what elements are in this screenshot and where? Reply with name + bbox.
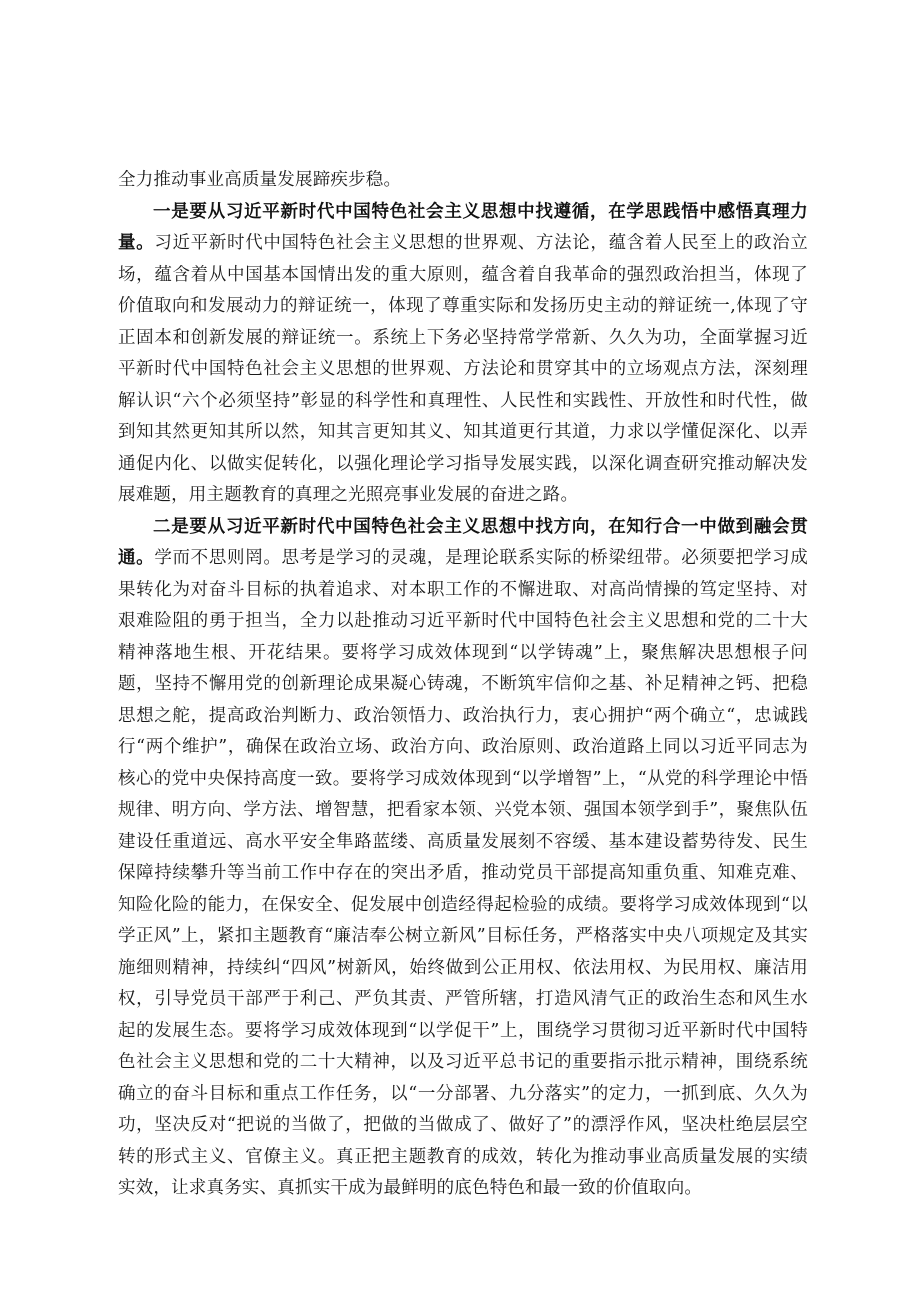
paragraph-point-two [118, 512, 808, 1205]
paragraph-text: 学而不思则罔。思考是学习的灵魂，是理论联系实际的桥梁纽带。必须要把学习成果转化为对奋斗目标的执着追求、对本职工作的不懈进取、对高尚情操的笃定坚持、对艰难险阻的勇于担当，全力以赴推动习近平新时代中国特色社会主义思想和党的二十大精神落地生根、开花结果。要将学习成效体现到“以学铸魂”上，聚焦解决思想根子问题，坚持不懈用党的创新理论成果凝心铸魂，不断筑牢信仰之基、补足精神之钙、把稳思想之舵，提高政治判断力、政治领悟力、政治执行力，衷心拥护“两个确立“，忠诚践行“两个维护”，确保在政治立场、政治方向、政治原则、政治道路上同以习近平同志为核心的党中央保持高度一致。要将学习成效体现到“以学增智”上，“从党的科学理论中悟规律、明方向、学方法、增智慧，把看家本领、兴党本领、强国本领学到手”，聚焦队伍建设任重道远、高水平安全隼路蓝缕、高质量发展刻不容缓、基本建设蓄势待发、民生保障持续攀升等当前工作中存在的突出矛盾，推动党员干部提高知重负重、知难克难、知险化险的能力，在保安全、促发展中创造经得起检验的成绩。要将学习成效体现到“以学正风”上，紧扣主题教育“廉洁奉公树立新风”目标任务，严格落实中央八项规定及其实施细则精神，持续纠“四风”树新风，始终做到公正用权、依法用权、为民用权、廉洁用权，引导党员干部严于利己、严负其责、严管所辖，打造风清气正的政治生态和风生水起的发展生态。要将学习成效体现到“以学促干”上，围绕学习贯彻习近平新时代中国特色社会主义思想和党的二十大精神，以及习近平总书记的重要指示批示精神，围绕系统确立的奋斗目标和重点工作任务，以“一分部署、九分落实”的定力，一抓到底、久久为功，坚决反对“把说的当做了，把做的当做成了、做好了”的漂浮作风，坚决杜绝层层空转的形式主义、官僚主义。真正把主题教育的成效，转化为推动事业高质量发展的实绩实效，让求真务实、真抓实干成为最鲜明的底色特色和最一致的价值取向。 [118, 548, 808, 1198]
paragraph-text: 全力推动事业高质量发展蹄疾步稳。 [118, 170, 402, 190]
document-body [118, 165, 808, 1205]
paragraph-text: 习近平新时代中国特色社会主义思想的世界观、方法论，蕴含着人民至上的政治立场，蕴含着从中国基本国情出发的重大原则，蕴含着自我革命的强烈政治担当，体现了价值取向和发展动力的辩证统一，体现了尊重实际和发扬历史主动的辩证统一,体现了守正固本和创新发展的辩证统一。系统上下务必坚持常学常新、久久为功，全面掌握习近平新时代中国特色社会主义思想的世界观、方法论和贯穿其中的立场观点方法，深刻理解认识“六个必须坚持”彰显的科学性和真理性、人民性和实践性、开放性和时代性，做到知其然更知其所以然，知其言更知其义、知其道更行其道，力求以学懂促深化、以弄通促内化、以做实促转化，以强化理论学习指导发展实践，以深化调查研究推动解决发展难题，用主题教育的真理之光照亮事业发展的奋进之路。 [118, 233, 808, 505]
paragraph-point-one [118, 197, 808, 512]
paragraph-continuation [118, 165, 808, 197]
paragraph-heading: 二是要从习近平新时代中国特色社会主义思想中找方向，在知行合一中做到融会贯通。 [118, 516, 808, 568]
paragraph-heading: 一是要从习近平新时代中国特色社会主义思想中找遵循，在学思践悟中感悟真理力量。 [118, 201, 808, 253]
